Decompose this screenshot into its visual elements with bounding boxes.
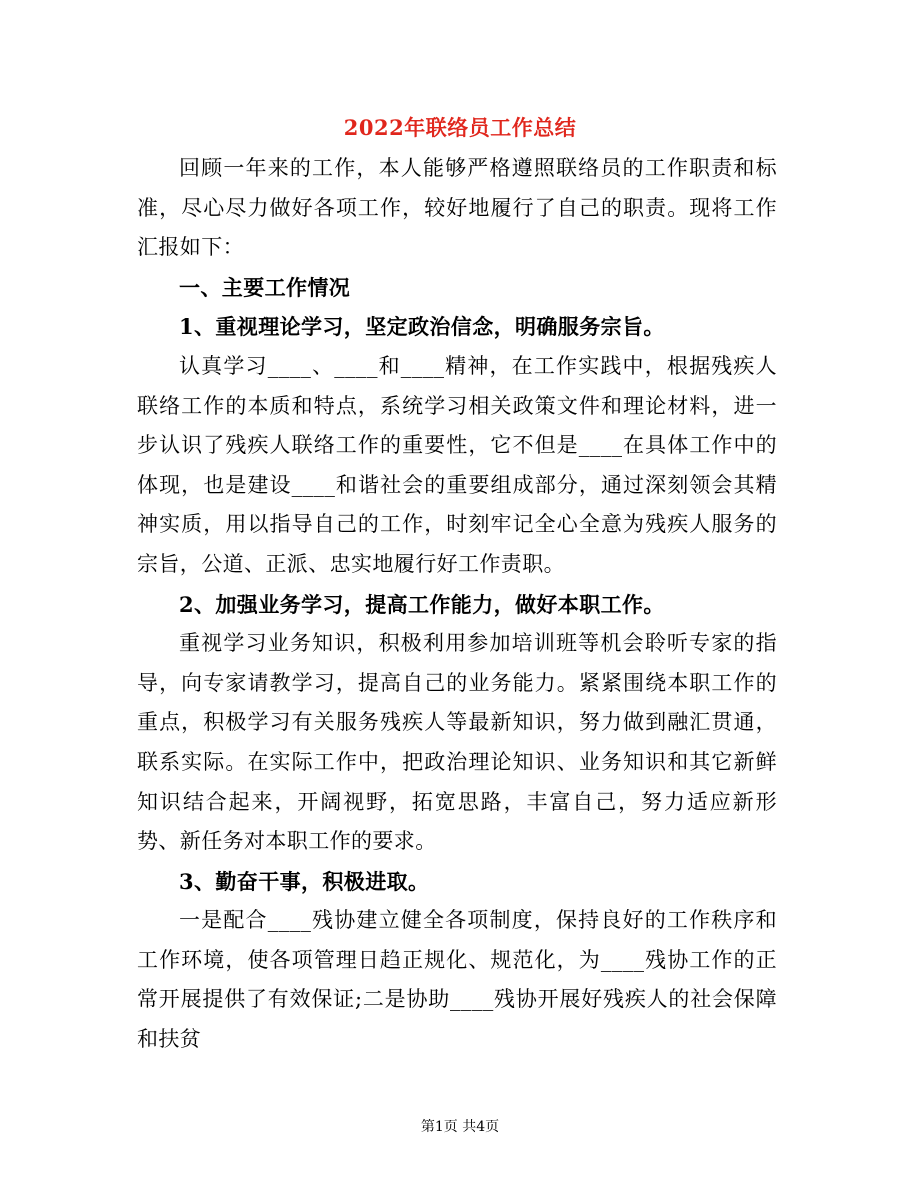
document-title: 2022年联络员工作总结 — [343, 115, 577, 140]
section-heading-main-work: 一、主要工作情况 — [179, 274, 351, 300]
item-heading-theory-study: 1、重视理论学习，坚定政治信念，明确服务宗旨。 — [179, 314, 665, 340]
item-paragraph-business-study: 重视学习业务知识，积极利用参加培训班等机会聆听专家的指导，向专家请教学习，提高自己的业务能力。紧紧围绕本职工作的重点，积极学习有关服务残疾人等最新知识，努力做到融汇贯通，联系实际。在实际工作中，把政治理论知识、业务知识和其它新鲜知识结合起来，开阔视野，拓宽思路，丰富自己，努力适应新形势、新任务对本职工作的要求。 — [137, 631, 777, 854]
item-heading-business-study: 2、加强业务学习，提高工作能力，做好本职工作。 — [179, 591, 665, 617]
item-paragraph-theory-study: 认真学习____、____和____精神，在工作实践中，根据残疾人联络工作的本质和特点，系统学习相关政策文件和理论材料，进一步认识了残疾人联络工作的重要性，它不但是____在具体工作中的体现，也是建设____和谐社会的重要组成部分，通过深刻领会其精神实质，用以指导自己的工作，时刻牢记全心全意为残疾人服务的宗旨，公道、正派、忠实地履行好工作责职。 — [137, 353, 777, 576]
item-paragraph-diligent-work: 一是配合____残协建立健全各项制度，保持良好的工作秩序和工作环境，使各项管理日趋正规化、规范化，为____残协工作的正常开展提供了有效保证;二是协助____残协开展好残疾人的社会保障和扶贫 — [137, 908, 777, 1052]
intro-paragraph: 回顾一年来的工作，本人能够严格遵照联络员的工作职责和标准，尽心尽力做好各项工作，较好地履行了自己的职责。现将工作汇报如下： — [137, 156, 777, 260]
document-body — [137, 149, 777, 1060]
item-heading-diligent-work: 3、勤奋干事，积极进取。 — [179, 868, 430, 894]
page-number-footer: 第1页 共4页 — [420, 1119, 500, 1135]
